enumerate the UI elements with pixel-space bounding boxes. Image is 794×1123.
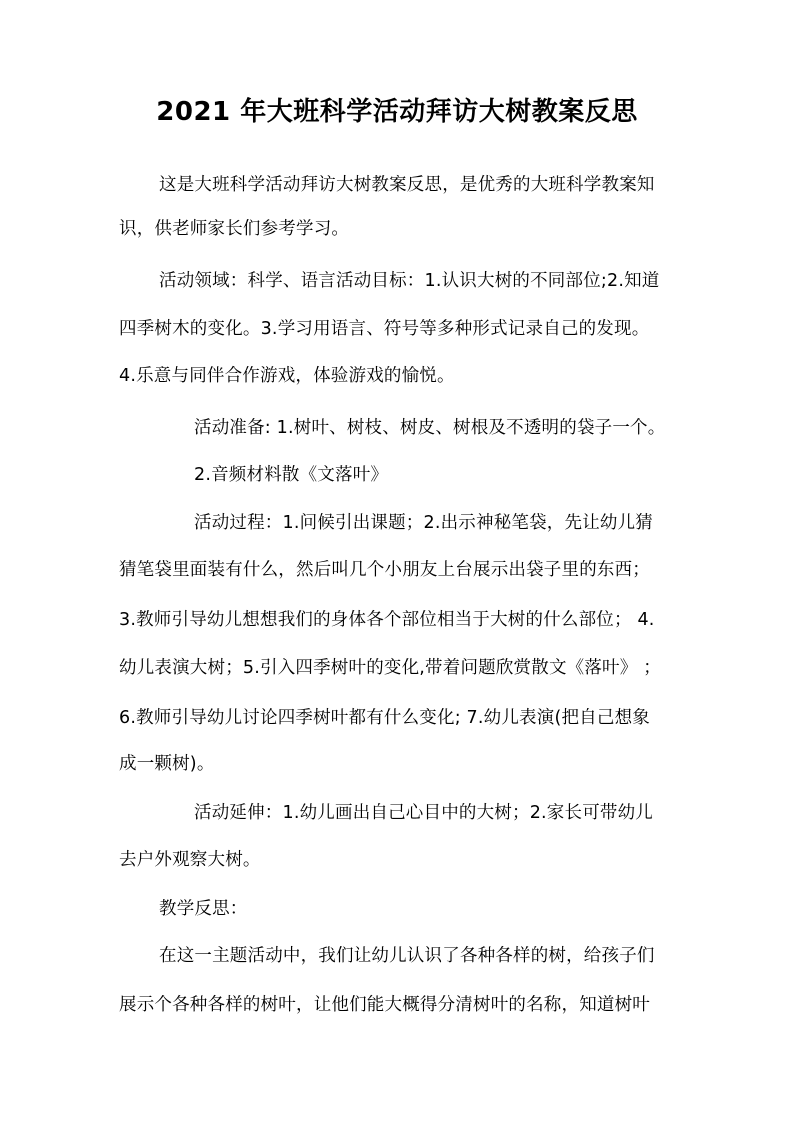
paragraph-line: 活动领域：科学、语言活动目标：1.认识大树的不同部位;2.知道	[159, 271, 660, 291]
paragraph-line: 四季树木的变化。3.学习用语言、符号等多种形式记录自己的发现。	[119, 319, 650, 339]
paragraph-line: 展示个各种各样的树叶，让他们能大概得分清树叶的名称，知道树叶	[119, 995, 650, 1015]
paragraph-line: 成一颗树)。	[119, 754, 215, 774]
paragraph-line: 这是大班科学活动拜访大树教案反思，是优秀的大班科学教案知	[159, 175, 655, 195]
paragraph-line: 幼儿表演大树；5.引入四季树叶的变化,带着问题欣赏散文《落叶》 ；	[119, 658, 661, 678]
paragraph-line: 3.教师引导幼儿想想我们的身体各个部位相当于大树的什么部位； 4.	[119, 610, 655, 630]
paragraph-line: 活动延伸：1.幼儿画出自己心目中的大树；2.家长可带幼儿	[194, 803, 653, 823]
paragraph-line: 4.乐意与同伴合作游戏，体验游戏的愉悦。	[119, 366, 455, 386]
paragraph-line: 2.音频材料散《文落叶》	[194, 465, 389, 485]
paragraph-line: 活动准备: 1.树叶、树枝、树皮、树根及不透明的袋子一个。	[194, 418, 666, 438]
paragraph-line: 去户外观察大树。	[119, 850, 261, 870]
paragraph-line: 识，供老师家长们参考学习。	[119, 219, 350, 239]
paragraph-line: 6.教师引导幼儿讨论四季树叶都有什么变化; 7.幼儿表演(把自己想象	[119, 708, 650, 728]
paragraph-line: 教学反思：	[159, 899, 248, 919]
paragraph-line: 活动过程：1.问候引出课题；2.出示神秘笔袋，先让幼儿猜	[194, 513, 653, 533]
document-title: 2021 年大班科学活动拜访大树教案反思	[156, 97, 638, 127]
paragraph-line: 猜笔袋里面装有什么，然后叫几个小朋友上台展示出袋子里的东西；	[119, 560, 650, 580]
paragraph-line: 在这一主题活动中，我们让幼儿认识了各种各样的树，给孩子们	[159, 946, 655, 966]
